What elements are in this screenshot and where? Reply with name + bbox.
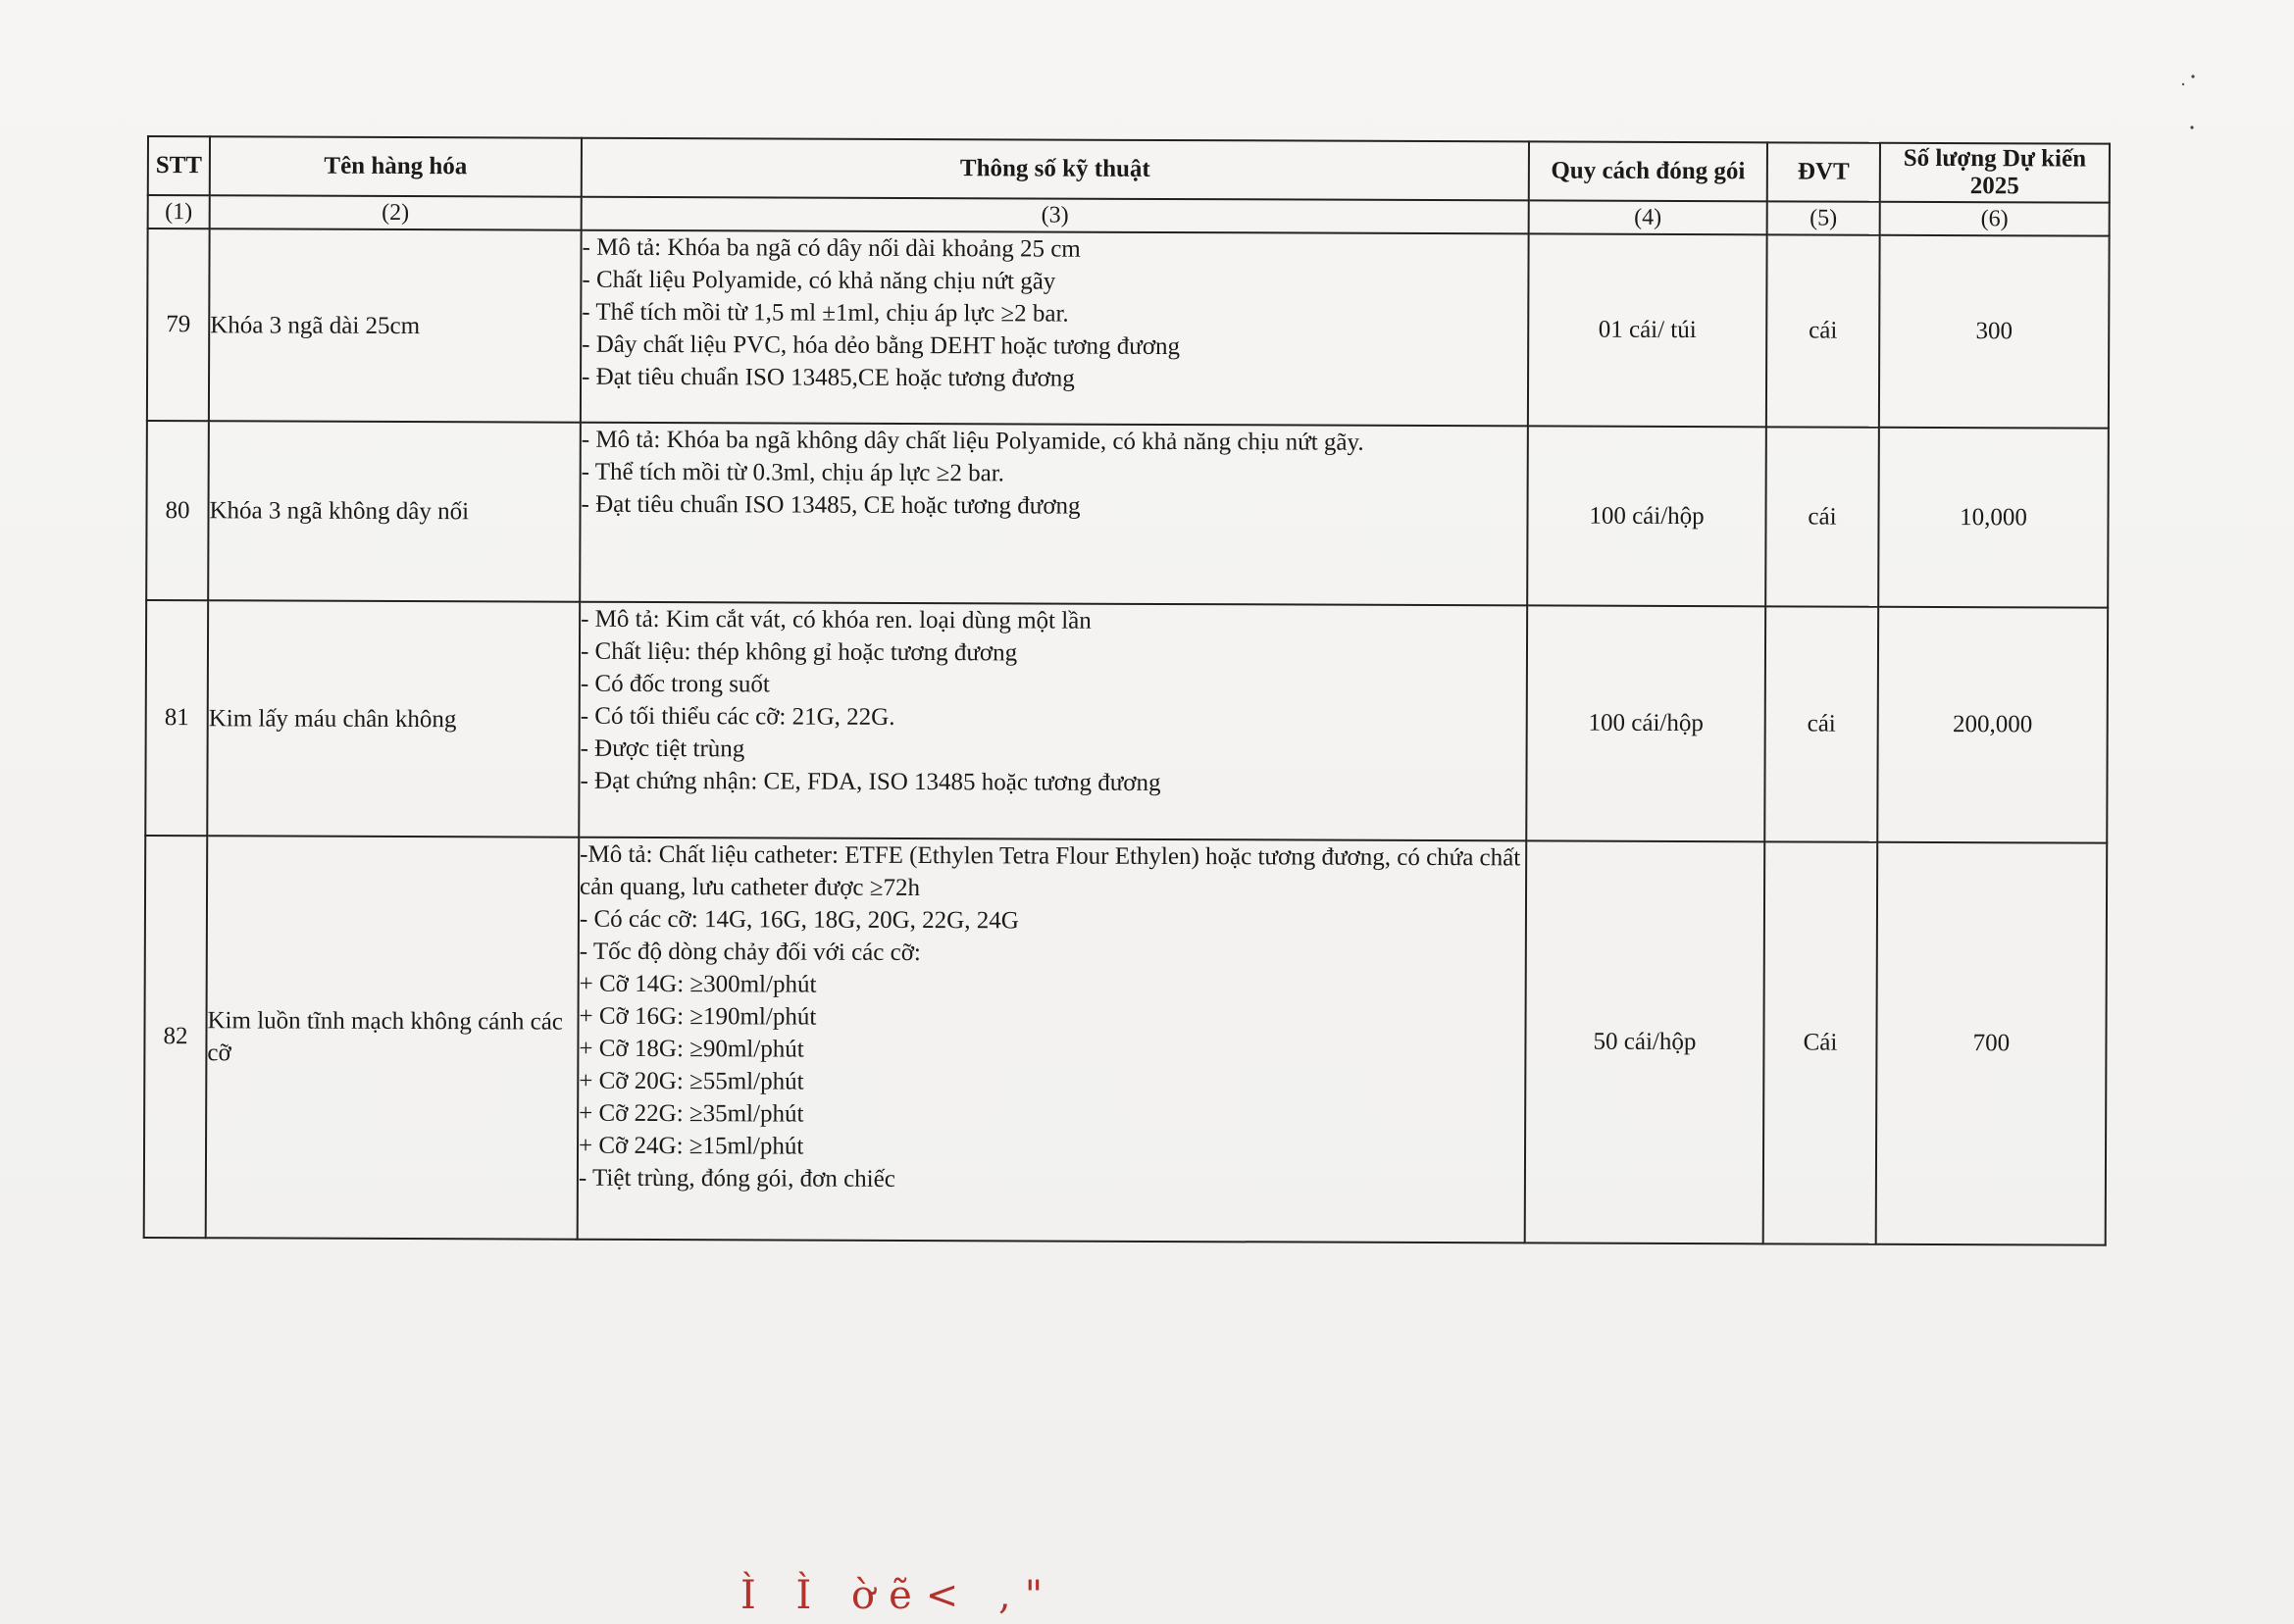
spec-line: + Cỡ 18G: ≥90ml/phút [579, 1035, 804, 1063]
spec-line: - Có các cỡ: 14G, 16G, 18G, 20G, 22G, 24G [579, 905, 1019, 935]
row-product-name: Khóa 3 ngã không dây nối [208, 421, 581, 601]
specification-table [143, 135, 2111, 1246]
header-product-name: Tên hàng hóa [210, 136, 582, 196]
row-stt: 82 [144, 836, 208, 1238]
row-product-name: Khóa 3 ngã dài 25cm [209, 228, 582, 422]
row-unit: cái [1765, 427, 1879, 606]
spec-line: - Dây chất liệu PVC, hóa dẻo bằng DEHT hoặc tương đương [582, 330, 1181, 361]
scan-speck-marks [2179, 71, 2199, 139]
spec-line: - Được tiệt trùng [580, 735, 745, 763]
row-spec [580, 423, 1528, 606]
row-packing: 100 cái/hộp [1526, 605, 1765, 841]
spec-line: + Cỡ 20G: ≥55ml/phút [579, 1067, 804, 1095]
spec-line: - Thể tích mồi từ 0.3ml, chịu áp lực ≥2 bar. [581, 458, 1004, 487]
header-row [148, 136, 2110, 203]
header-stt: STT [148, 136, 210, 195]
row-quantity: 700 [1876, 842, 2108, 1245]
row-stt: 79 [147, 228, 210, 421]
header-technical-spec: Thông số kỹ thuật [582, 138, 1529, 201]
spec-line: + Cỡ 16G: ≥190ml/phút [579, 1002, 817, 1031]
spec-line: - Có tối thiểu các cỡ: 21G, 22G. [580, 702, 895, 731]
column-number: (4) [1529, 200, 1767, 234]
column-number: (1) [148, 195, 210, 228]
row-quantity: 10,000 [1878, 428, 2109, 608]
header-packing: Quy cách đóng gói [1529, 141, 1767, 201]
table-row [147, 228, 2110, 429]
spec-line: - Chất liệu: thép không gỉ hoặc tương đương [580, 637, 1018, 667]
row-unit: cái [1766, 234, 1880, 427]
row-stt: 80 [146, 421, 209, 600]
column-number: (5) [1767, 201, 1880, 234]
table-row [145, 600, 2108, 843]
row-unit: Cái [1763, 841, 1878, 1243]
spec-line: -Mô tả: Chất liệu catheter: ETFE (Ethylen Tetra Flour Ethylen) hoặc tương đương, có chứa chất cản quang, lưu catheter được ≥72h [580, 840, 1521, 902]
spec-line: - Chất liệu Polyamide, có khả năng chịu nứt gãy [582, 266, 1056, 295]
spec-line: - Tốc độ dòng chảy đối với các cỡ: [579, 938, 921, 967]
header-unit: ĐVT [1767, 142, 1880, 201]
row-stt: 81 [145, 600, 208, 836]
spec-line: - Mô tả: Khóa ba ngã không dây chất liệu Polyamide, có khả năng chịu nứt gãy. [581, 426, 1364, 456]
row-quantity: 300 [1879, 235, 2110, 429]
spec-line: + Cỡ 24G: ≥15ml/phút [578, 1132, 804, 1160]
table-row [144, 836, 2108, 1245]
spec-line: + Cỡ 22G: ≥35ml/phút [579, 1099, 804, 1128]
spec-line: - Tiệt trùng, đóng gói, đơn chiếc [578, 1164, 895, 1193]
spec-line: - Đạt tiêu chuẩn ISO 13485,CE hoặc tương đương [582, 363, 1075, 392]
spec-line: - Mô tả: Khóa ba ngã có dây nối dài khoảng 25 cm [582, 233, 1081, 263]
row-packing: 100 cái/hộp [1527, 426, 1766, 606]
row-spec [579, 602, 1527, 841]
spec-line: - Thể tích mồi từ 1,5 ml ±1ml, chịu áp lực ≥2 bar. [582, 298, 1069, 328]
column-number: (6) [1880, 202, 2110, 236]
spec-line: - Mô tả: Kim cắt vát, có khóa ren. loại dùng một lần [581, 605, 1092, 634]
row-product-name: Kim lấy máu chân không [207, 600, 580, 837]
table-row [146, 421, 2109, 608]
header-quantity: Số lượng Dự kiến 2025 [1880, 143, 2110, 203]
row-quantity: 200,000 [1877, 607, 2108, 843]
row-spec [578, 837, 1527, 1243]
row-packing: 01 cái/ túi [1528, 233, 1767, 427]
spec-line: - Có đốc trong suốt [580, 670, 770, 698]
row-unit: cái [1764, 606, 1878, 841]
column-number: (2) [210, 195, 582, 229]
row-product-name: Kim luồn tĩnh mạch không cánh các cỡ [206, 836, 580, 1239]
column-number: (3) [582, 197, 1529, 234]
row-packing: 50 cái/hộp [1525, 840, 1765, 1243]
row-spec [581, 230, 1529, 427]
red-stamp-fragment: Ì Ì ờẽ< ," [740, 1573, 1057, 1618]
spec-line: - Đạt chứng nhận: CE, FDA, ISO 13485 hoặc tương đương [580, 767, 1161, 796]
spec-line: - Đạt tiêu chuẩn ISO 13485, CE hoặc tương đương [581, 490, 1081, 520]
spec-line: + Cỡ 14G: ≥300ml/phút [579, 970, 817, 998]
